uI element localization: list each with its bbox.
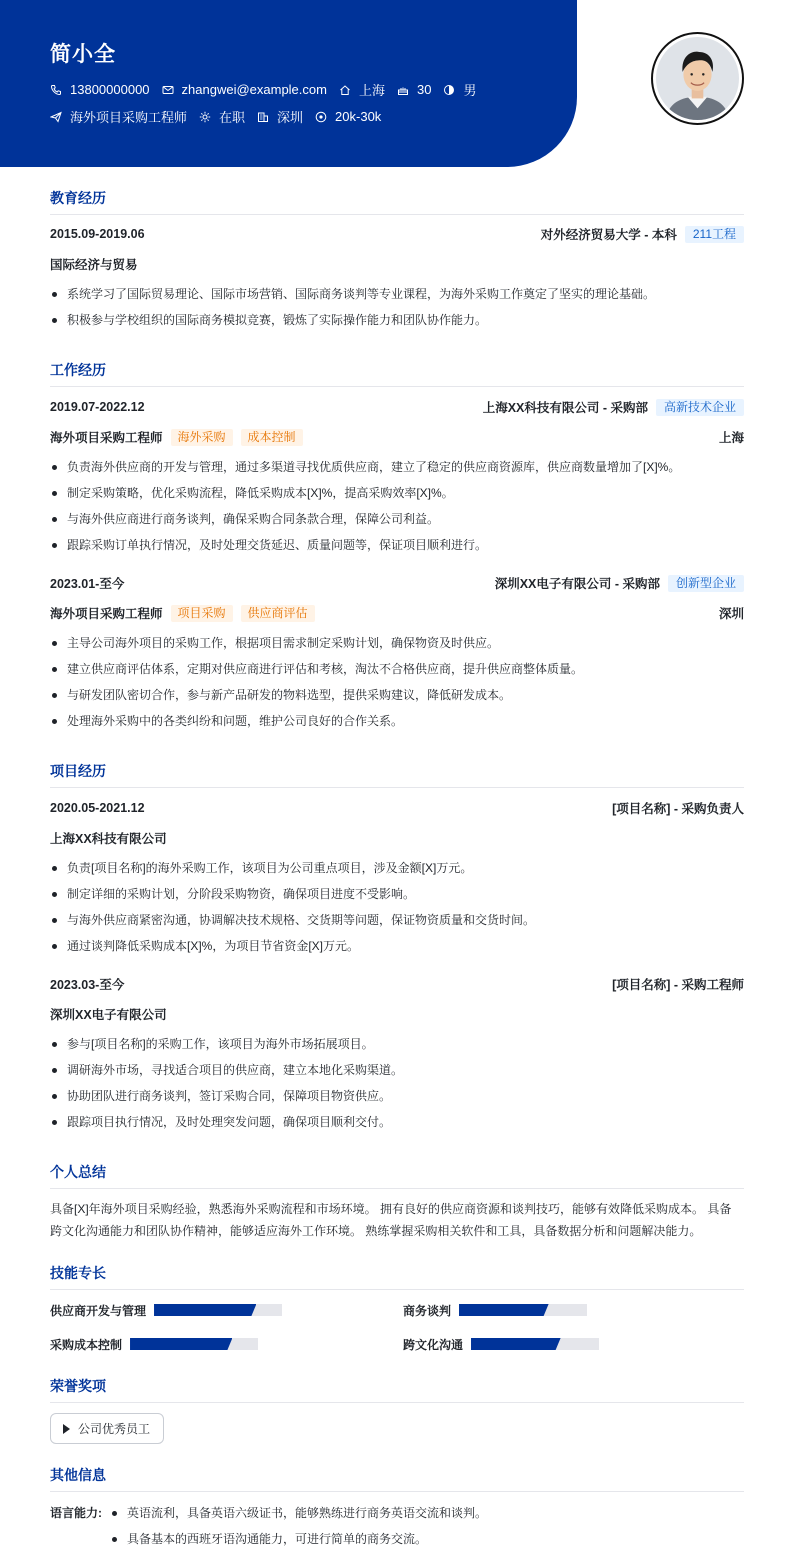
city-text: 深圳 — [277, 110, 304, 125]
summary-text — [50, 1198, 744, 1242]
gender-icon — [443, 84, 455, 96]
skill-item — [50, 1302, 282, 1318]
skill-bar-fill — [130, 1338, 232, 1350]
work-location: 深圳 — [718, 607, 744, 621]
section-title-skills: 技能专长 — [50, 1263, 744, 1290]
job-intent-row — [50, 107, 393, 126]
email-item — [162, 82, 327, 97]
work-company: 深圳XX电子有限公司 - 采购部 — [494, 577, 660, 591]
education-bullets — [50, 281, 750, 333]
list-item: 系统学习了国际贸易理论、国际市场营销、国际商务谈判等专业课程，为海外采购工作奠定了坚实的理论基础。 — [50, 281, 750, 307]
work-role-row-1 — [50, 427, 744, 447]
skill-name: 采购成本控制 — [50, 1337, 123, 1352]
phone-item — [50, 82, 150, 97]
job-target-item — [50, 107, 187, 126]
status-icon — [199, 111, 211, 123]
project-role: [项目名称] - 采购工程师 — [612, 978, 744, 992]
skill-name: 跨文化沟通 — [403, 1337, 464, 1352]
work-header-row-2 — [50, 573, 744, 593]
skill-bar-fill — [459, 1304, 549, 1316]
gender-item — [443, 80, 476, 99]
skill-item — [403, 1336, 599, 1352]
role-tag: 海外采购 — [171, 429, 233, 446]
section-title-other: 其他信息 — [50, 1465, 744, 1492]
phone-text: 13800000000 — [70, 82, 150, 97]
list-item: 负责海外供应商的开发与管理，通过多渠道寻找优质供应商，建立了稳定的供应商资源库，供应商数量增加了[X]%。 — [50, 454, 750, 480]
company-tag: 高新技术企业 — [656, 399, 744, 416]
list-item: 制定采购策略，优化采购流程，降低采购成本[X]%，提高采购效率[X]%。 — [50, 480, 750, 506]
list-item: 负责[项目名称]的海外采购工作，该项目为公司重点项目，涉及金额[X]万元。 — [50, 855, 750, 881]
list-item: 通过谈判降低采购成本[X]%，为项目节省资金[X]万元。 — [50, 933, 750, 959]
list-item: 制定详细的采购计划，分阶段采购物资，确保项目进度不受影响。 — [50, 881, 750, 907]
language-label: 语言能力: — [50, 1506, 102, 1520]
award-chip — [50, 1413, 164, 1444]
work-role: 海外项目采购工程师 — [50, 607, 163, 621]
list-item: 具备基本的西班牙语沟通能力，可进行简单的商务交流。 — [110, 1526, 487, 1552]
project-company: 深圳XX电子有限公司 — [50, 1008, 167, 1022]
contact-row — [50, 80, 488, 99]
phone-icon — [50, 84, 62, 96]
list-item: 处理海外采购中的各类纠纷和问题，维护公司良好的合作关系。 — [50, 708, 750, 734]
list-item: 跟踪采购订单执行情况，及时处理交货延迟、质量问题等，保证项目顺利进行。 — [50, 532, 750, 558]
education-major: 国际经济与贸易 — [50, 258, 138, 272]
education-period: 2015.09-2019.06 — [50, 227, 145, 241]
project-company: 上海XX科技有限公司 — [50, 832, 167, 846]
work-company-group — [495, 574, 744, 592]
project-header-row-2 — [50, 974, 744, 994]
work-location: 上海 — [718, 431, 744, 445]
city-item — [257, 107, 303, 126]
location-text: 上海 — [358, 83, 385, 98]
mail-icon — [162, 84, 174, 96]
list-item: 协助团队进行商务谈判，签订采购合同，保障项目物资供应。 — [50, 1083, 750, 1109]
work-period: 2023.01-至今 — [50, 577, 125, 591]
email-text: zhangwei@example.com — [181, 82, 327, 97]
work-bullets-2 — [50, 630, 750, 734]
work-company-group — [483, 398, 744, 416]
avatar — [651, 32, 744, 125]
skill-bar-fill — [471, 1338, 561, 1350]
education-school-group — [541, 225, 744, 243]
age-text: 30 — [416, 82, 432, 97]
list-item: 调研海外市场，寻找适合项目的供应商，建立本地化采购渠道。 — [50, 1057, 750, 1083]
list-item: 英语流利，具备英语六级证书，能够熟练进行商务英语交流和谈判。 — [110, 1500, 487, 1526]
role-tag: 项目采购 — [171, 605, 233, 622]
candidate-name: 简小全 — [50, 43, 116, 66]
work-header-row-1 — [50, 397, 744, 417]
skill-bar — [154, 1304, 282, 1316]
section-title-projects: 项目经历 — [50, 761, 744, 788]
work-role-group — [50, 604, 315, 622]
skill-bar — [459, 1304, 587, 1316]
list-item: 主导公司海外项目的采购工作，根据项目需求制定采购计划，确保物资及时供应。 — [50, 630, 750, 656]
list-item: 与研发团队密切合作，参与新产品研发的物料选型，提供采购建议，降低研发成本。 — [50, 682, 750, 708]
list-item: 建立供应商评估体系，定期对供应商进行评估和考核，淘汰不合格供应商，提升供应商整体质量。 — [50, 656, 750, 682]
cake-icon — [397, 84, 409, 96]
list-item: 与海外供应商紧密沟通，协调解决技术规格、交货期等问题，保证物资质量和交货时间。 — [50, 907, 750, 933]
skill-bar — [130, 1338, 258, 1350]
section-title-summary: 个人总结 — [50, 1162, 744, 1189]
profile-photo — [656, 37, 739, 120]
education-school: 对外经济贸易大学 - 本科 — [540, 228, 677, 242]
list-item: 积极参与学校组织的国际商务模拟竞赛，锻炼了实际操作能力和团队协作能力。 — [50, 307, 750, 333]
work-role: 海外项目采购工程师 — [50, 431, 163, 445]
skill-name: 商务谈判 — [403, 1303, 452, 1318]
skill-item — [50, 1336, 258, 1352]
project-bullets-1 — [50, 855, 750, 959]
education-header-row — [50, 224, 744, 244]
building-icon — [257, 111, 269, 123]
skill-name: 供应商开发与管理 — [50, 1303, 147, 1318]
section-title-work: 工作经历 — [50, 360, 744, 387]
gender-text: 男 — [463, 83, 477, 98]
list-item: 跟踪项目执行情况，及时处理突发问题，确保项目顺利交付。 — [50, 1109, 750, 1135]
project-header-row-1 — [50, 798, 744, 818]
age-item — [397, 82, 431, 97]
status-text: 在职 — [219, 110, 246, 125]
home-icon — [339, 84, 351, 96]
role-tag: 供应商评估 — [241, 605, 315, 622]
summary-line: 跨文化沟通能力和团队协作精神，能够适应海外工作环境。 熟练掌握采购相关软件和工具，具备数据分析和问题解决能力。 — [50, 1224, 702, 1238]
skill-bar — [471, 1338, 599, 1350]
play-icon — [63, 1424, 70, 1434]
list-item: 与海外供应商进行商务谈判，确保采购合同条款合理，保障公司利益。 — [50, 506, 750, 532]
work-period: 2019.07-2022.12 — [50, 400, 145, 414]
section-title-education: 教育经历 — [50, 188, 744, 215]
status-item — [199, 107, 245, 126]
work-role-group — [50, 428, 303, 446]
project-company-row-1 — [50, 828, 744, 848]
salary-item — [315, 109, 381, 124]
project-period: 2020.05-2021.12 — [50, 801, 145, 815]
work-role-row-2 — [50, 603, 744, 623]
education-school-tag: 211工程 — [685, 226, 744, 243]
project-bullets-2 — [50, 1031, 750, 1135]
location-item — [339, 80, 385, 99]
send-icon — [50, 111, 62, 123]
language-list — [110, 1500, 487, 1552]
award-name: 公司优秀员工 — [78, 1422, 151, 1436]
list-item: 参与[项目名称]的采购工作，该项目为海外市场拓展项目。 — [50, 1031, 750, 1057]
section-title-awards: 荣誉奖项 — [50, 1376, 744, 1403]
work-bullets-1 — [50, 454, 750, 558]
salary-text: 20k-30k — [335, 109, 382, 124]
project-period: 2023.03-至今 — [50, 978, 125, 992]
project-company-row-2 — [50, 1004, 744, 1024]
company-tag: 创新型企业 — [668, 575, 744, 592]
role-tag: 成本控制 — [241, 429, 303, 446]
project-role: [项目名称] - 采购负责人 — [612, 802, 744, 816]
education-major-row — [50, 254, 744, 274]
summary-line: 具备[X]年海外项目采购经验，熟悉海外采购流程和市场环境。 拥有良好的供应商资源和谈判技巧，能够有效降低采购成本。 具备 — [50, 1202, 732, 1216]
salary-icon — [315, 111, 327, 123]
resume-header — [0, 0, 577, 167]
skill-bar-fill — [154, 1304, 256, 1316]
job-target-text: 海外项目采购工程师 — [70, 110, 188, 125]
skill-item — [403, 1302, 587, 1318]
work-company: 上海XX科技有限公司 - 采购部 — [482, 401, 648, 415]
